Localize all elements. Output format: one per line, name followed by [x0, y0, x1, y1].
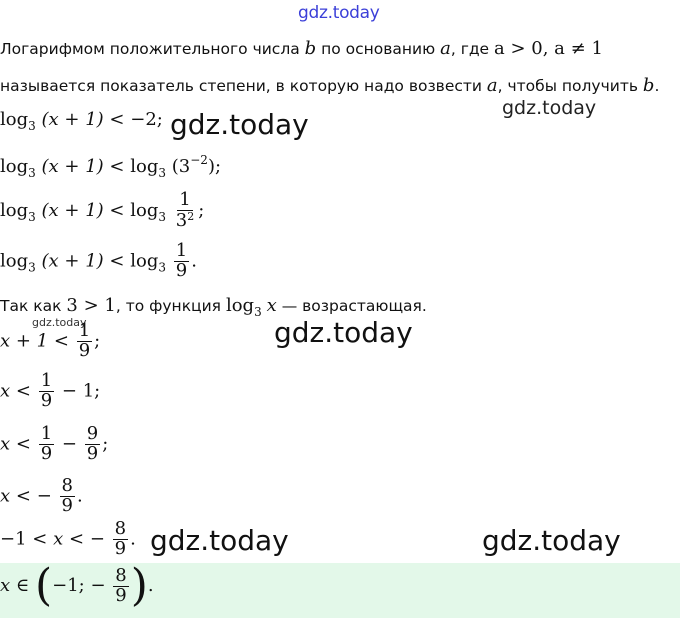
definition-text: Логарифмом положительного числа [0, 40, 305, 58]
log-base: 3 [158, 209, 167, 224]
log-arg: (x + 1) [41, 109, 104, 130]
log-base: 3 [158, 260, 167, 275]
lt-sign: < [15, 485, 31, 507]
log-base: 3 [28, 260, 36, 275]
watermark: gdz.today [502, 97, 597, 119]
lt-sign: < [32, 528, 48, 550]
minus-sign: − [61, 433, 77, 455]
var-b: b [304, 38, 317, 59]
step-7 [0, 425, 108, 464]
sentence-text: — возрастающая. [276, 297, 427, 315]
numerator: 8 [61, 475, 73, 496]
element-of: ∈ [15, 575, 30, 596]
open-paren: ( [34, 560, 53, 611]
log: log [0, 156, 29, 177]
answer [0, 560, 154, 611]
lt-sign: < [109, 109, 125, 130]
numerator: 1 [78, 320, 91, 341]
lt-sign: < [15, 433, 31, 455]
definition-text: называется показатель степени, в которую надо возвести [0, 77, 487, 95]
period: . [77, 485, 83, 507]
denominator: 9 [40, 442, 53, 464]
var-x: x [0, 380, 11, 402]
base-condition: a > 0, a ≠ 1 [494, 38, 603, 59]
step-6 [0, 372, 100, 411]
fraction [60, 477, 75, 516]
numerator: 1 [179, 189, 191, 210]
definition-line-1 [0, 38, 603, 59]
fraction [39, 425, 54, 464]
var-b: b [642, 75, 655, 96]
lt-sign: < [69, 528, 85, 550]
sentence-text: Так как [0, 297, 67, 315]
semicolon: ; [94, 330, 101, 352]
step-1 [0, 109, 163, 133]
log: log [225, 295, 255, 316]
lt-sign: < [53, 330, 69, 352]
var-x: x [0, 575, 11, 596]
definition-text: , где [450, 40, 495, 58]
watermark-top: gdz.today [298, 3, 380, 23]
fraction [174, 191, 196, 231]
log: log [130, 156, 159, 177]
log: log [0, 199, 29, 221]
denominator: 9 [61, 494, 73, 516]
definition-line-2 [0, 75, 659, 96]
numerator: 9 [86, 423, 99, 444]
minus-sign: − [36, 485, 52, 507]
fraction [174, 242, 189, 281]
var-a: a [440, 38, 451, 59]
power-exp: 2 [187, 209, 195, 223]
period: . [654, 77, 660, 95]
fraction [85, 425, 100, 464]
semicolon: ; [198, 199, 205, 221]
step-5 [0, 322, 100, 361]
rhs-tail: − 1; [61, 380, 101, 402]
var-x: x [0, 485, 11, 507]
denominator: 9 [175, 259, 188, 281]
semicolon: ; [102, 433, 109, 455]
definition-text: , чтобы получить [497, 77, 643, 95]
log: log [130, 250, 159, 272]
lower-bound: −1 [0, 528, 27, 550]
lt-sign: < [15, 380, 31, 402]
log: log [0, 109, 29, 130]
rhs-close: ); [207, 156, 222, 177]
sentence-text: , то функция [115, 297, 226, 315]
lt-sign: < [109, 199, 125, 221]
numerator: 8 [115, 564, 127, 586]
watermark-small: gdz.today [32, 316, 87, 329]
var-a: a [486, 75, 498, 96]
numerator: 8 [114, 518, 127, 539]
var-x: x [266, 295, 277, 316]
fraction [113, 520, 128, 559]
minus-sign: − [89, 528, 105, 550]
interval-left: −1; − [52, 575, 106, 596]
denominator: 9 [78, 339, 91, 361]
lt-sign: < [109, 156, 125, 177]
log: log [0, 250, 29, 272]
rhs: −2; [130, 109, 163, 130]
period: . [147, 575, 154, 596]
step-9 [0, 520, 136, 559]
log-base: 3 [28, 119, 36, 133]
denominator: 9 [115, 584, 127, 606]
denominator: 9 [114, 537, 127, 559]
denominator: 9 [86, 442, 99, 464]
step-2 [0, 153, 221, 180]
period: . [130, 528, 136, 550]
log: log [130, 199, 159, 221]
log-arg: (x + 1) [41, 199, 104, 221]
lhs: x + 1 [0, 330, 49, 352]
log-arg: (x + 1) [41, 156, 104, 177]
log-arg: (x + 1) [41, 250, 104, 272]
step-4 [0, 242, 197, 281]
watermark: gdz.today [274, 316, 413, 349]
log-base: 3 [28, 166, 36, 180]
rhs: (3 [171, 156, 191, 177]
denominator: 9 [40, 389, 53, 411]
step-3 [0, 191, 204, 231]
numerator: 1 [175, 240, 188, 261]
numerator: 1 [40, 370, 53, 391]
lt-sign: < [109, 250, 125, 272]
period: . [191, 250, 197, 272]
definition-text: по основанию [316, 40, 441, 58]
watermark: gdz.today [150, 524, 289, 557]
step-8 [0, 477, 83, 516]
fraction [77, 322, 92, 361]
fraction [39, 372, 54, 411]
numerator: 1 [40, 423, 53, 444]
comparison: 3 > 1 [66, 295, 116, 316]
close-paren: ) [130, 560, 148, 611]
log-base: 3 [254, 305, 262, 319]
log-base: 3 [158, 166, 167, 180]
log-base: 3 [28, 209, 36, 224]
var-x: x [0, 433, 11, 455]
fraction [113, 564, 128, 606]
power-base: 3 [175, 209, 188, 231]
watermark: gdz.today [170, 108, 309, 141]
watermark: gdz.today [482, 524, 621, 557]
denominator [174, 211, 196, 231]
exponent: −2 [190, 153, 208, 167]
var-x: x [53, 528, 64, 550]
